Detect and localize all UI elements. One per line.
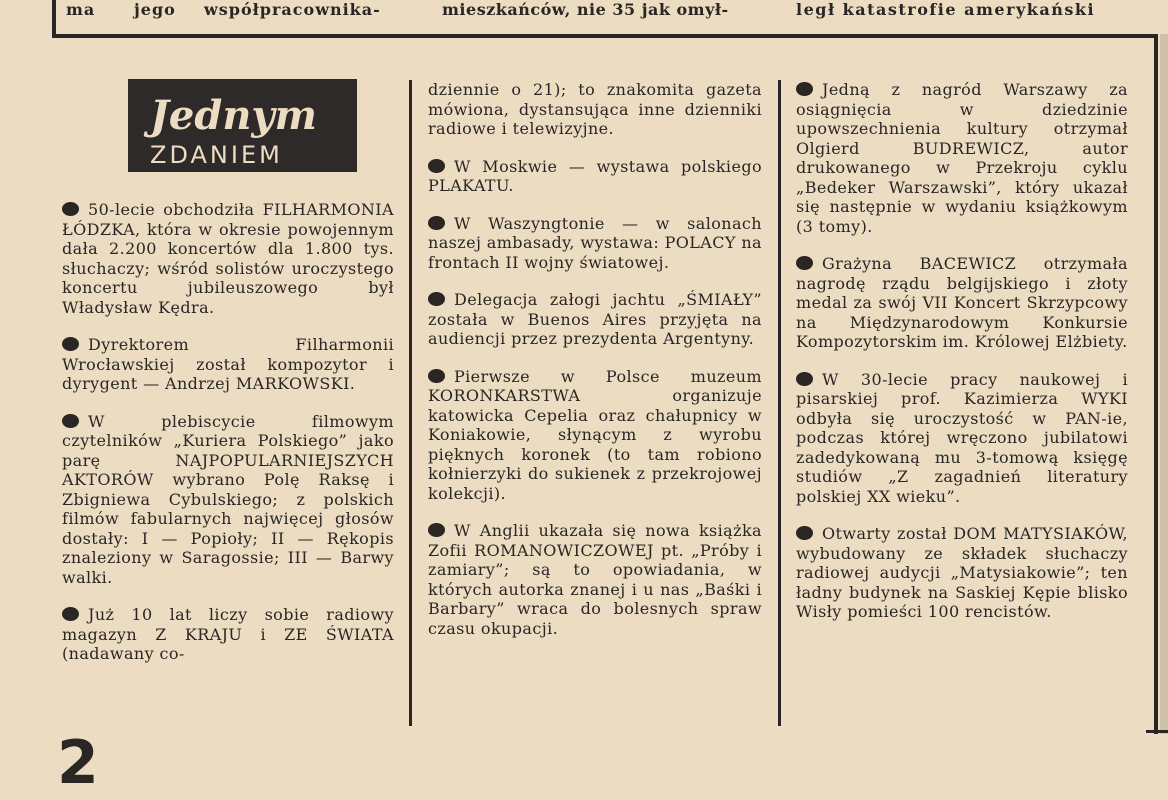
news-item: W Anglii ukazała się nowa książka Zofii ROMANOWICZOWEJ pt. „Próby i zamiary”; są to opowiadania, w których autorka znanej i u nas „Baśki i Barbary” wraca do bolesnych spraw czasu okupacji. [428,521,762,638]
top-strip-col2: mieszkańców, nie 35 jak omył- [442,0,729,19]
bullet-dot-icon [62,202,79,216]
bullet-dot-icon [428,159,445,173]
top-strip-col1-word2: jego [134,0,176,19]
top-strip-col1-word1: ma [66,0,96,19]
top-strip-col3: legł katastrofie amerykański [796,0,1096,19]
bullet-dot-icon [796,526,813,540]
jednym-zdaniem-logo [128,79,357,172]
news-item: Delegacja załogi jachtu „ŚMIAŁY” została w Buenos Aires przyjęta na audiencji przez prezydenta Argentyny. [428,290,762,348]
bullet-dot-icon [428,523,445,537]
news-item: Otwarty został DOM MATYSIAKÓW, wybudowany ze składek słuchaczy radiowej audycji „Matysiakowie”; ten ładny budynek na Saskiej Kępie blisko Wisły pomieści 100 rencistów. [796,524,1128,621]
bullet-dot-icon [428,292,445,306]
logo-script-text: Jednym [150,92,317,139]
frame-top-rule [52,34,1156,38]
bullet-dot-icon [428,369,445,383]
bullet-dot-icon [62,607,79,621]
top-strip-col1-word3: współpracownika- [204,0,381,19]
column-2 [428,80,762,656]
news-item: 50-lecie obchodziła FILHARMONIA ŁÓDZKA, która w okresie powojennym dała 2.200 koncertów dla 1.800 tys. słuchaczy; wśród solistów uroczystego koncertu jubileuszowego był Władysław Kędra. [62,200,394,317]
frame-right-rule [1154,34,1158,734]
news-item: W Moskwie — wystawa polskiego PLAKATU. [428,156,762,195]
bullet-dot-icon [428,216,445,230]
column-separator-1 [409,80,412,726]
column-separator-2 [778,80,781,726]
news-item: dziennie o 21); to znakomita gazeta mówiona, dystansująca inne dzienniki radiowe i telewizyjne. [428,80,762,138]
column-3 [796,80,1128,640]
column-1 [62,200,394,682]
news-item: Już 10 lat liczy sobie radiowy magazyn Z KRAJU i ZE ŚWIATA (nadawany co- [62,605,394,663]
bullet-dot-icon [796,82,813,96]
news-item: W plebiscycie filmowym czytelników „Kuriera Polskiego” jako parę NAJPOPULARNIEJSZYCH AKTORÓW wybrano Polę Raksę i Zbigniewa Cybulskiego; z polskich filmów fabularnych najwięcej głosów dostały: I — Popioły; II — Rękopis znaleziony w Saragossie; III — Barwy walki. [62,411,394,587]
bullet-dot-icon [62,337,79,351]
news-item: W Waszyngtonie — w salonach naszej ambasady, wystawa: POLACY na frontach II wojny światowej. [428,213,762,272]
news-item: W 30-lecie pracy naukowej i pisarskiej prof. Kazimierza WYKI odbyła się uroczystość w PAN-ie, podczas której wręczono jubilatowi zadedykowaną mu 3-tomową księgę studiów „Z zagadnień literatury polskiej XX wieku”. [796,369,1128,506]
news-item: Dyrektorem Filharmonii Wrocławskiej został kompozytor i dyrygent — Andrzej MARKOWSKI. [62,335,394,393]
news-item: Grażyna BACEWICZ otrzymała nagrodę rządu belgijskiego i złoty medal za swój VII Koncert Skrzypcowy na Międzynarodowym Konkursie Kompozytorskim im. Królowej Elżbiety. [796,254,1128,351]
next-page-edge [1160,34,1168,734]
bullet-dot-icon [796,372,813,386]
logo-caps-text: ZDANIEM [150,141,283,169]
news-item: Jedną z nagród Warszawy za osiągnięcia w dziedzinie upowszechnienia kultury otrzymał Olgierd BUDREWICZ, autor drukowanego w Przekroju cyklu „Bedeker Warszawski”, który ukazał się następnie w wydaniu książkowym (3 tomy). [796,80,1128,236]
page-number: 2 [57,728,99,798]
bullet-dot-icon [62,414,79,428]
bullet-dot-icon [796,256,813,270]
frame-left-rule [52,0,56,37]
news-item: Pierwsze w Polsce muzeum KORONKARSTWA organizuje katowicka Cepelia oraz chałupnicy w Koniakowie, słynącym z wyrobu pięknych koronek (to tam robiono kołnierzyki do sukienek z przekrojowej kolekcji). [428,366,762,503]
